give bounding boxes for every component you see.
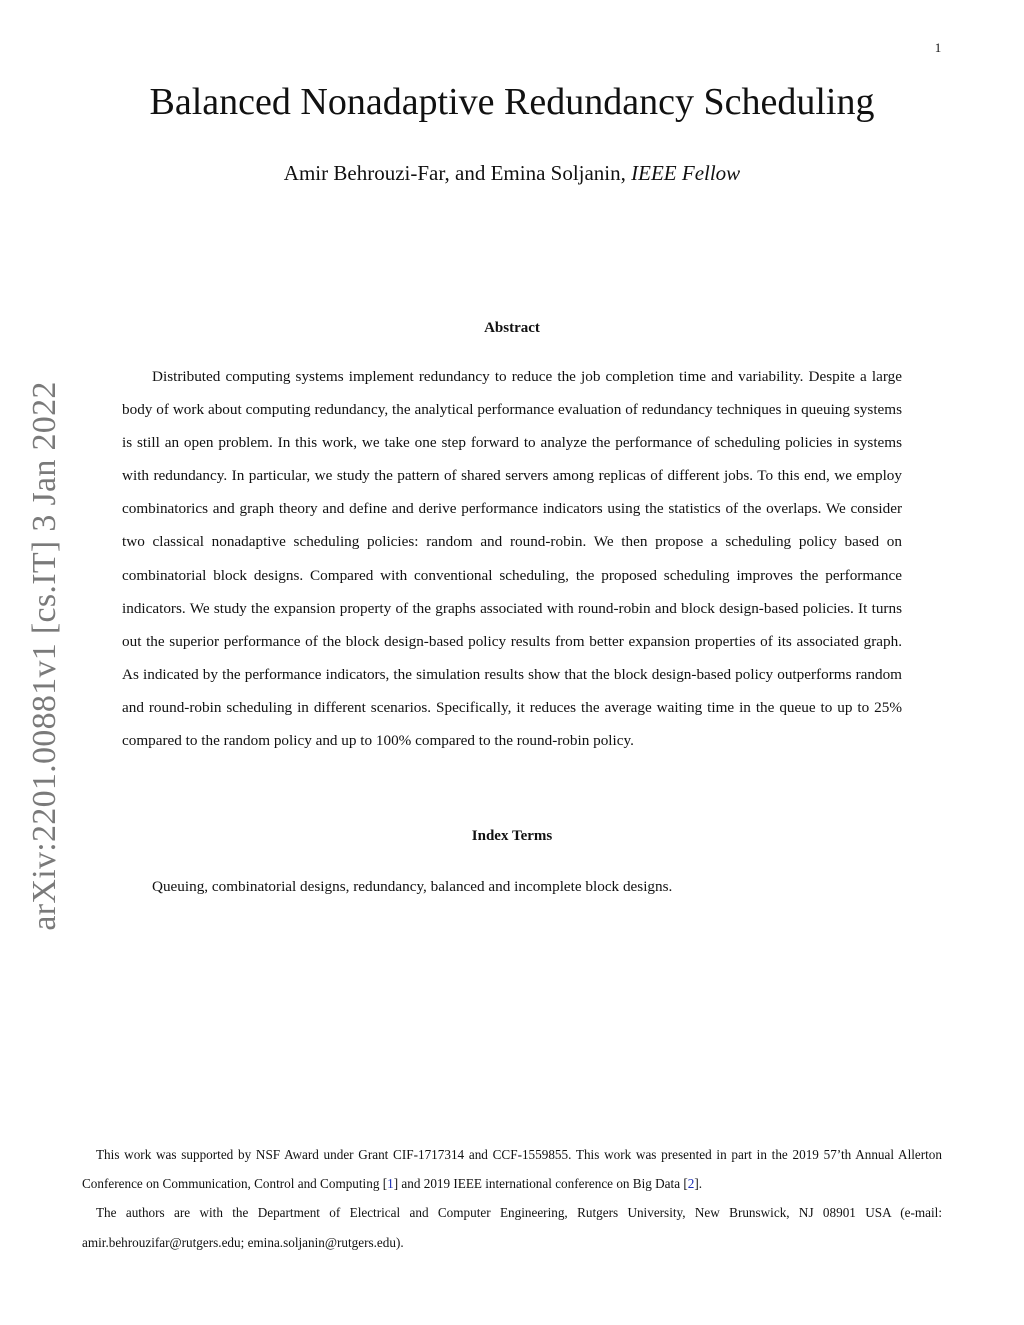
page-number: 1 [934,40,942,55]
footnotes [82,1140,942,1257]
abstract-heading: Abstract [484,320,540,336]
funding-text-end: ]. [694,1176,703,1192]
citation-link-1[interactable]: 1 [387,1176,394,1192]
paper-title: Balanced Nonadaptive Redundancy Scheduling [149,81,875,123]
funding-text-start: This work was supported by NSF Award under Grant CIF-1717314 and CCF-1559855. This work was presented in part in the 2019 57’th Annual Allerton Conference on Communication, Control and Computing [ [82,1147,942,1192]
index-terms-heading: Index Terms [471,828,553,844]
citation-link-2[interactable]: 2 [687,1176,695,1192]
author-names: Amir Behrouzi-Far, and Emina Soljanin, [283,161,626,185]
arxiv-stamp: arXiv:2201.00881v1 [cs.IT] 3 Jan 2022 [26,381,63,931]
abstract-body: Distributed computing systems implement redundancy to reduce the job completion time and variability. Despite a large body of work about computing redundancy, the analytical performance evaluation of redundancy techniques in queuing systems is still an open problem. In this work, we take one step forward to analyze the performance of scheduling policies in systems with redundancy. In particular, we study the pattern of shared servers among replicas of different jobs. To this end, we employ combinatorics and graph theory and define and derive performance indicators using the statistics of the overlaps. We consider two classical nonadaptive scheduling policies: random and round-robin. We then propose a scheduling policy based on combinatorial block designs. Compared with conventional scheduling, the proposed scheduling improves the performance indicators. We study the expansion property of the graphs associated with round-robin and block design-based policies. It turns out the superior performance of the block design-based policy results from better expansion properties of its associated graph. As indicated by the performance indicators, the simulation results show that the block design-based policy outperforms random and round-robin scheduling in different scenarios. Specifically, it reduces the average waiting time in the queue to up to 25% compared to the random policy and up to 100% compared to the round-robin policy. [122,368,902,750]
author-line [0,158,1024,188]
affiliation-footnote: The authors are with the Department of Electrical and Computer Engineering, Rutgers University, New Brunswick, NJ 08901 USA (e-mail: amir.behrouzifar@rutgers.edu; emina.soljanin@rutgers.edu). [82,1205,942,1250]
funding-text-middle: ] and 2019 IEEE international conference on Big Data [ [393,1176,688,1192]
author-fellow-suffix: IEEE Fellow [631,161,741,185]
index-terms-body: Queuing, combinatorial designs, redundancy, balanced and incomplete block designs. [152,878,673,895]
funding-footnote [82,1140,942,1198]
